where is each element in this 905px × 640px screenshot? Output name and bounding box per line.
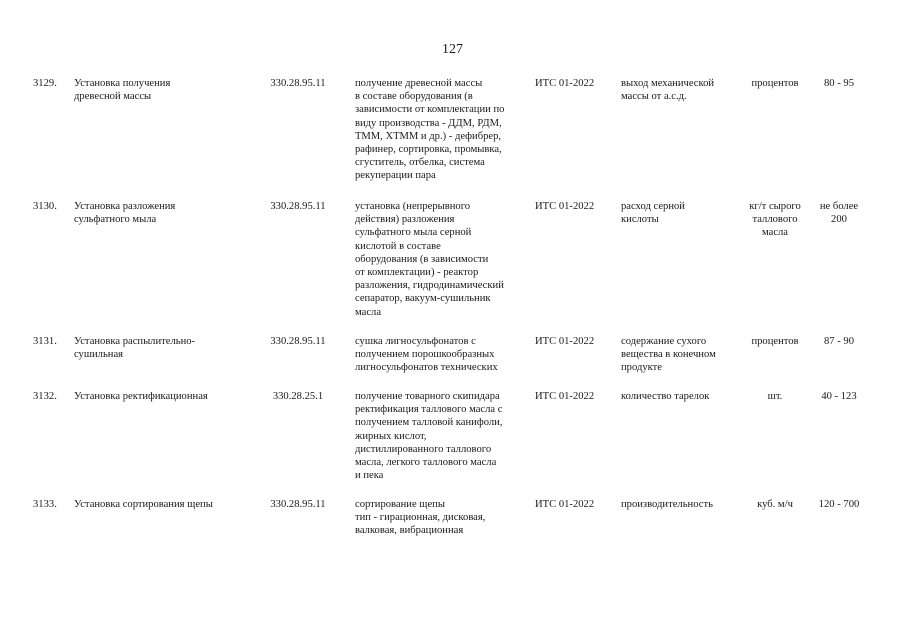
classifier-code: 330.28.95.11: [270, 499, 326, 510]
page-number: 127: [442, 42, 463, 57]
classifier-code: 330.28.25.1: [272, 391, 324, 402]
parameter-unit: шт.: [767, 391, 783, 402]
equipment-name: Установка разложения сульфатного мыла: [74, 201, 176, 226]
standard-reference: ИТС 01-2022: [535, 336, 595, 347]
parameter-name: содержание сухого вещества в конечном продукте: [621, 336, 716, 374]
equipment-description: сушка лигносульфонатов с получением порошкообразных лигносульфонатов технических: [355, 336, 498, 374]
equipment-name: Установка сортирования щепы: [74, 499, 213, 510]
equipment-description: сортирование щепы тип - гирационная, дисковая, валковая, вибрационная: [355, 499, 486, 537]
equipment-description: получение товарного скипидара ректификация таллового масла с получением талловой канифоли, жирных кислот, дистиллированного таллового масла, легкого таллового масла и пека: [355, 391, 503, 482]
equipment-description: получение древесной массы в составе оборудования (в зависимости от комплектации по виду производства - ДДМ, РДМ, ТММ, ХТММ и др.) - дефибрер, рафинер, сортировка, промывка, сгуститель, отбелка, система рекуперации пара: [355, 78, 505, 182]
parameter-unit: процентов: [751, 78, 799, 89]
parameter-name: выход механической массы от а.с.д.: [621, 78, 715, 103]
equipment-description: установка (непрерывного действия) разложения сульфатного мыла серной кислотой в составе оборудования (в зависимости от комплектации) - реактор разложения, гидродинамический сепаратор, вакуум-сушильник масла: [355, 201, 504, 318]
parameter-name: расход серной кислоты: [621, 201, 685, 226]
equipment-name: Установка распылительно- сушильная: [74, 336, 196, 361]
row-number: 3131.: [33, 336, 57, 347]
row-number: 3132.: [33, 391, 57, 402]
parameter-unit: кг/т сырого таллового масла: [749, 201, 801, 239]
parameter-unit: процентов: [751, 336, 799, 347]
parameter-name: количество тарелок: [621, 391, 710, 402]
parameter-value: 87 - 90: [823, 336, 854, 347]
standard-reference: ИТС 01-2022: [535, 391, 595, 402]
parameter-unit: куб. м/ч: [757, 499, 793, 510]
parameter-value: 80 - 95: [823, 78, 854, 89]
parameter-value: 120 - 700: [818, 499, 860, 510]
equipment-name: Установка получения древесной массы: [74, 78, 171, 103]
classifier-code: 330.28.95.11: [270, 78, 326, 89]
standard-reference: ИТС 01-2022: [535, 78, 595, 89]
classifier-code: 330.28.95.11: [270, 201, 326, 212]
row-number: 3133.: [33, 499, 57, 510]
row-number: 3129.: [33, 78, 57, 89]
standard-reference: ИТС 01-2022: [535, 499, 595, 510]
classifier-code: 330.28.95.11: [270, 336, 326, 347]
equipment-name: Установка ректификационная: [74, 391, 208, 402]
parameter-value: не более 200: [819, 201, 859, 226]
standard-reference: ИТС 01-2022: [535, 201, 595, 212]
row-number: 3130.: [33, 201, 57, 212]
parameter-value: 40 - 123: [821, 391, 857, 402]
parameter-name: производительность: [621, 499, 713, 510]
